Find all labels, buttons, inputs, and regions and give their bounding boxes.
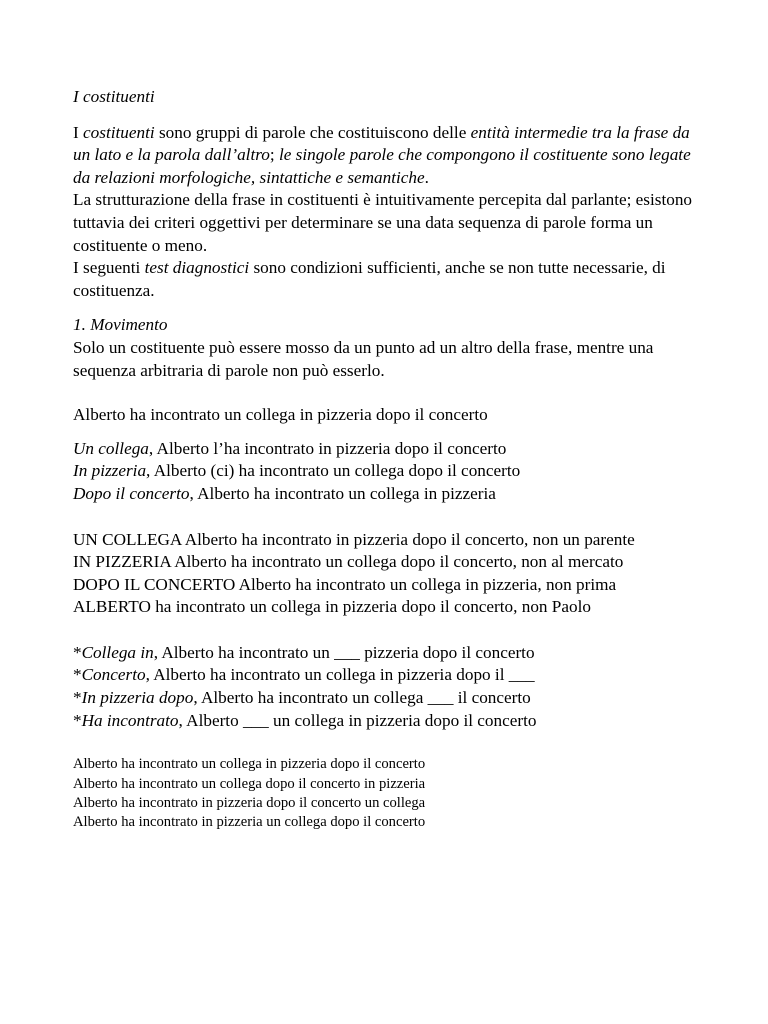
- moved-sequence: Concerto: [81, 665, 146, 685]
- moved-constituent: Un collega: [73, 438, 149, 458]
- base-sentence: Alberto ha incontrato un collega in pizzeria dopo il concerto: [73, 405, 488, 425]
- example-rest: , Alberto ha incontrato un collega in pizzeria dopo il ___: [145, 665, 535, 685]
- section-description: Solo un costituente può essere mosso da un punto ad un altro della frase, mentre una sequenza arbitraria di parole non può esserlo.: [73, 337, 654, 380]
- focus-line: [73, 529, 703, 552]
- intro-text: sono gruppi di parole che costituiscono delle: [154, 122, 471, 142]
- example-line: [73, 687, 703, 710]
- focus-text: UN COLLEGA Alberto ha incontrato in pizzeria dopo il concerto, non un parente: [73, 529, 635, 549]
- variant-line: Alberto ha incontrato un collega in pizzeria dopo il concerto: [73, 756, 426, 773]
- intro-text: I seguenti: [73, 258, 145, 278]
- focus-line: [73, 596, 703, 619]
- example-rest: , Alberto l’ha incontrato in pizzeria dopo il concerto: [148, 438, 507, 458]
- example-line: [73, 710, 703, 733]
- intro-text: La strutturazione della frase in costituenti è intuitivamente percepita dal parlante; esistono tuttavia dei criteri oggettivi per determinare se una data sequenza di parole forma un costituente o meno.: [73, 190, 693, 255]
- intro-term: test diagnostici: [144, 258, 250, 278]
- focus-examples: [73, 529, 703, 619]
- intro-paragraph: [73, 122, 703, 303]
- example-line: [73, 642, 703, 665]
- asterisk-mark: *: [73, 710, 82, 730]
- section-movimento: [73, 314, 703, 382]
- intro-text: sono condizioni sufficienti, anche se non tutte necessarie, di costituenza.: [73, 258, 666, 300]
- intro-text: I: [73, 122, 84, 142]
- focus-line: [73, 551, 703, 574]
- moved-sequence: In pizzeria dopo: [81, 688, 194, 708]
- asterisk-mark: *: [73, 642, 82, 662]
- document-page: [73, 86, 703, 833]
- example-rest: , Alberto ha incontrato un ___ pizzeria dopo il concerto: [153, 642, 535, 662]
- focus-line: [73, 574, 703, 597]
- moved-constituent: Dopo il concerto: [73, 483, 190, 503]
- moved-sequence: Ha incontrato: [81, 710, 179, 730]
- example-rest: , Alberto ha incontrato un collega ___ il concerto: [193, 688, 531, 708]
- intro-term: costituenti: [83, 122, 155, 142]
- focus-text: IN PIZZERIA Alberto ha incontrato un collega dopo il concerto, non al mercato: [73, 552, 624, 572]
- intro-definition: entità intermedie tra la frase da un lato e la parola dall’altro: [73, 122, 690, 165]
- intro-text: ;: [269, 145, 279, 165]
- example-line: [73, 664, 703, 687]
- moved-examples: [73, 438, 703, 506]
- moved-sequence: Collega in: [81, 642, 154, 662]
- page-title: I costituenti: [73, 87, 155, 106]
- variant-list: [73, 755, 703, 833]
- variant-line: Alberto ha incontrato in pizzeria dopo il concerto un collega: [73, 795, 426, 812]
- example-rest: , Alberto ___ un collega in pizzeria dopo il concerto: [178, 710, 537, 730]
- asterisk-mark: *: [73, 688, 82, 708]
- example-line: [73, 460, 703, 483]
- variant-line: Alberto ha incontrato in pizzeria un collega dopo il concerto: [73, 814, 426, 831]
- intro-definition: le singole parole che compongono il costituente sono legate da relazioni morfologiche, sintattiche e semantiche: [73, 145, 691, 187]
- moved-constituent: In pizzeria: [73, 461, 147, 481]
- ungrammatical-examples: [73, 642, 703, 732]
- example-line: [73, 438, 703, 461]
- focus-text: ALBERTO ha incontrato un collega in pizzeria dopo il concerto, non Paolo: [73, 597, 591, 617]
- focus-text: DOPO IL CONCERTO Alberto ha incontrato un collega in pizzeria, non prima: [73, 574, 617, 594]
- intro-text: .: [424, 167, 429, 187]
- example-line: [73, 483, 703, 506]
- example-rest: , Alberto ha incontrato un collega in pizzeria: [189, 483, 496, 503]
- example-rest: , Alberto (ci) ha incontrato un collega dopo il concerto: [146, 461, 521, 481]
- asterisk-mark: *: [73, 665, 82, 685]
- section-heading: 1. Movimento: [73, 315, 168, 335]
- variant-line: Alberto ha incontrato un collega dopo il concerto in pizzeria: [73, 775, 426, 792]
